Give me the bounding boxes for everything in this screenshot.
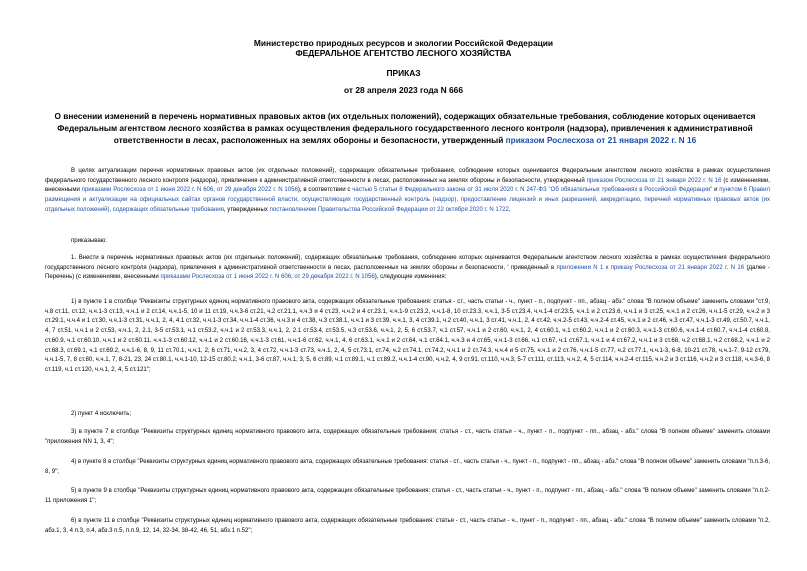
prikazyvayu-text: приказываю:: [71, 238, 107, 244]
subitem-1-paragraph: [45, 298, 770, 376]
ministry-name: Министерство природных ресурсов и экологии Российской Федерации: [253, 38, 554, 48]
subitem-5-paragraph: [45, 487, 770, 506]
link-federal-law-247[interactable]: частью 5 статьи 8 Федерального закона от 31 июля 2020 г. N 247-ФЗ "Об обязательных требованиях в Российской Федерации": [352, 187, 713, 194]
link-appendix-1[interactable]: приложении N 1 к приказу Рослесхоза от 21 января 2022 г. N 16: [556, 264, 745, 271]
preamble-text-3: ), в соответствии с: [297, 187, 353, 194]
document-title: [45, 110, 765, 146]
subitem-2-paragraph: [45, 410, 770, 420]
subitem-3-paragraph: [45, 428, 770, 447]
document-type: ПРИКАЗ: [386, 68, 421, 78]
document-date-number: от 28 апреля 2023 года N 666: [344, 85, 463, 95]
subitem-5-text: 5) в пункте 9 в столбце "Реквизиты структурных единиц нормативного правового акта, содержащих обязательные требования: статья - ст., часть статьи - ч., пункт - п., подпункт - пп., абзац - абз." слова "В полном объеме" заменить словами "п.п.2-11 приложения 1";: [45, 488, 770, 504]
document-title-text: О внесении изменений в перечень нормативных правовых актов (их отдельных положений), содержащих обязательные требования, соблюдение которых оценивается Федеральным агентством лесного хозяйства в рамках осуществления федерального государственного лесного контроля (надзора), привлечения к административной ответственности в лесах, расположенных на землях обороны и безопасности, утвержденный: [54, 111, 756, 145]
subitem-6-text: 6) в пункте 11 в столбце "Реквизиты структурных единиц нормативного правового акта, содержащих обязательные требования: статья - ст., часть статьи - ч., пункт - п., подпункт - пп., абзац - абз." слова "В полном объеме" заменить словами "п.2, абз.1, 3, 4 п.3, п.4, абз.3 п.5, п.п.9, 12, 14, 32-34, 38-42, 46, 51, абз.1 п.52";: [45, 518, 770, 534]
subitem-4-paragraph: [45, 458, 770, 477]
link-prikazy-606-1056[interactable]: приказами Рослесхоза от 1 июня 2022 г. N 606, от 29 декабря 2022 г. N 1056: [81, 187, 298, 194]
item-1-text-2: (далее - Перечень) (с изменениями, внесенными: [45, 264, 770, 281]
link-government-decree-1722[interactable]: постановлением Правительства Российской Федерации от 22 октября 2020 г. N 1722: [269, 206, 509, 213]
item-1-paragraph: [45, 254, 770, 283]
item-1-text-3: ), следующие изменения:: [374, 274, 447, 281]
preamble-text-2: (с изменениями, внесенными: [45, 177, 770, 194]
link-prikazy-606-1056-b[interactable]: приказами Рослесхоза от 1 июня 2022 г. N 606, от 29 декабря 2022 г. N 1056: [160, 274, 375, 281]
subitem-2-text: 2) пункт 4 исключить;: [71, 411, 132, 417]
preamble-text-5: , утвержденных: [223, 206, 270, 213]
agency-name: ФЕДЕРАЛЬНОЕ АГЕНТСТВО ЛЕСНОГО ХОЗЯЙСТВА: [295, 48, 512, 58]
link-rules-point-6[interactable]: пунктом 6 Правил размещения и актуализации на официальных сайтах органов государственной власти, осуществляющих государственный контроль (надзор), предоставление лицензий и иных разрешений, аккредитацию, перечней нормативных правовых актов (их отдельных положений), содержащих обязательные требования: [45, 187, 771, 213]
subitem-4-text: 4) в пункте 8 в столбце "Реквизиты структурных единиц нормативного правового акта, содержащих обязательные требования: статья - ст., часть статьи - ч., пункт - п., подпункт - пп., абзац - абз." слова "В полном объеме" заменить словами "п.п.3-6, 8, 9";: [45, 459, 770, 475]
preamble-text-4: и: [712, 187, 720, 194]
preamble-text-1: В целях актуализации перечня нормативных правовых актов (их отдельных положений), содержащих обязательные требования, соблюдение которых оценивается Федеральным агентством лесного хозяйства в рамках осуществления федерального государственного лесного контроля (надзора), привлечения к административной ответственности в лесах, расположенных на землях обороны и безопасности, утвержденный: [45, 168, 770, 184]
subitem-1-text: 1) в пункте 1 в столбце "Реквизиты структурных единиц нормативного правового акта, содержащих обязательные требования: статья - ст., часть статьи - ч., пункт - п., подпункт - пп., абзац - абз." слова "В полном объеме" заменить словами "ст.9, ч.8 ст.11, ст.12, ч.ч.1-3 ст.13, ч.ч.1 и 2 ст.14, ч.ч.1-5, 10 и 11 ст.19, ч.ч.3-6 ст.21, ч.2 ст.21.1, ч.ч.3 и 4 ст.23, ч.ч.2 и 4 ст.23.1, ч.ч.1-9 ст.23.2, ч.ч.1-8, 10 ст.23.3, ч.ч.1, 3-5 ст.23.4, ч.ч.1-4 ст.23.5, ч.ч.1 и 2 ст.23.6, ч.ч.1 и 3 ст.25, ч.ч.1 и 2 ст.26, ч.ч.1-5 ст.29, ч.ч.2 и 3 ст.29.1, ч.ч.4 и 1 ст.30, ч.ч.1-3 ст.31, ч.ч.1, 2, 4, 4.1 ст.32, ч.ч.1-3 ст.34, ч.ч.1-4 ст.36, ч.ч.3 и 4 ст.38, ч.3 ст.38.1, ч.ч.1 и 3 ст.39, ч.ч.1, 3, 4 ст.39.1, ч.2 ст.40, ч.ч.1, 3 ст.41, ч.ч.1, 2, 4 ст.42, ч.ч.2-5 ст.43, ч.ч.2-4 ст.45, ч.ч.1 и 2 ст.46, ч.3 ст.47, ч.ч.1-3 ст.49, ст.50.7, ч.ч.1, 4, 7 ст.51, ч.ч.1 и 2 ст.53, ч.ч.1, 2, 2.1, 3-5 ст.53.1, ч.1 ст.53.2, ч.ч.1 и 2 ст.53.3, ч.ч.1, 2, 2.1 ст.53.4, ст.53.5, ч.3 ст.53.6, ч.ч.1, 2, 5, 6 ст.53.7, ч.1 ст.57, ч.ч.1 и 2 ст.60, ч.ч.1, 2, 4 ст.60.1, ч.1 ст.60.2, ч.ч.1 и 2 ст.60.3, ч.ч.1-3 ст.60.6, ч.ч.1-4 ст.60.7, ч.ч.1-4 ст.60.8, ст.60.9, ч.1 ст.60.10, ч.ч.1 и 2 ст.60.11, ч.ч.1-3 ст.60.12, ч.ч.1 и 2 ст.60.16, ч.ч.1-3 ст.61, ч.ч.1-6 ст.62, ч.ч.1, 4, 6 ст.63.1, ч.ч.1 и 2 ст.64, ч.1 ст.64.1, ч.ч.3 и 4 ст.65, ч.ч.1-3 ст.66, ч.1 ст.67, ч.1 ст.67.1, ч.ч.1 и 4 ст.67.2, ч.ч.1 и 3 ст.68, ч.2 ст.68.1, ч.2 ст.68.2, ч.ч.1 и 2 ст.68.3, ст.69.1, ч.1 ст.69.2, ч.ч.1-6, 8, 9, 11 ст.70.1, ч.ч.1, 2, 6 ст.71, ч.ч.2, 3, 4 ст.72, ч.ч.1-3 ст.73, ч.ч.1, 2, 4, 5 ст.73.1, ст.74, ч.2 ст.74.1, ст.74.2, ч.ч.1 и 2 ст.74.3, ч.ч.4 и 5 ст.75, ч.ч.1 и 2 ст.76, ч.ч.1-5 ст.77, ч.2 ст.77.1, ч.ч.1-3, 6-8, 10-21 ст.78, ч.ч.1-7, 9-12 ст.79, ч.ч.1-5, 7, 8 ст.80, ч.ч.1, 7, 8-21, 23, 24 ст.80.1, ч.ч.1-10, 12-15 ст.80.2, ч.ч.1, 3-6 ст.87, ч.ч.1, 3, 5, 6 ст.89, ч.1 ст.89.1, ч.1 ст.89.2, ч.ч.1-4 ст.90, ч.ч.2, 4, 9 ст.91, ст.110, ч.ч.3, 5-7 ст.111, ст.113, ч.ч.2, 4, 5 ст.114, ч.ч.2-4 ст.115, ч.ч.2 и 3 ст.116, ч.ч.2 и 3 ст.118, ч.ч.3-6, 8 ст.119, ч.1 ст.120, ч.ч.1, 2, 4, 5 ст.121";: [45, 299, 770, 373]
preamble-text-6: ,: [508, 206, 511, 213]
prikazyvayu-line: [45, 237, 770, 247]
item-1-text-1: 1. Внести в перечень нормативных правовых актов (их отдельных положений), содержащих обязательные требования, соблюдение которых оценивается Федеральным агентством лесного хозяйства в рамках осуществления федерального государственного лесного контроля (надзора), привлечения к административной ответственности в лесах, расположенных на землях обороны и безопасности, ' приведенный в: [45, 255, 770, 271]
subitem-3-text: 3) в пункте 7 в столбце "Реквизиты структурных единиц нормативного правового акта, содержащих обязательные требования: статья - ст., часть статьи - ч., пункт - п., подпункт - пп., абзац - абз." слова "В полном объеме" заменить словами "приложения NN 1, 3, 4";: [45, 429, 770, 445]
title-link[interactable]: приказом Рослесхоза от 21 января 2022 г. N 16: [505, 135, 697, 145]
link-prikaz-16[interactable]: приказом Рослесхоза от 21 января 2022 г. N 16: [586, 177, 722, 184]
subitem-6-paragraph: [45, 517, 770, 536]
preamble-paragraph: [45, 167, 770, 216]
